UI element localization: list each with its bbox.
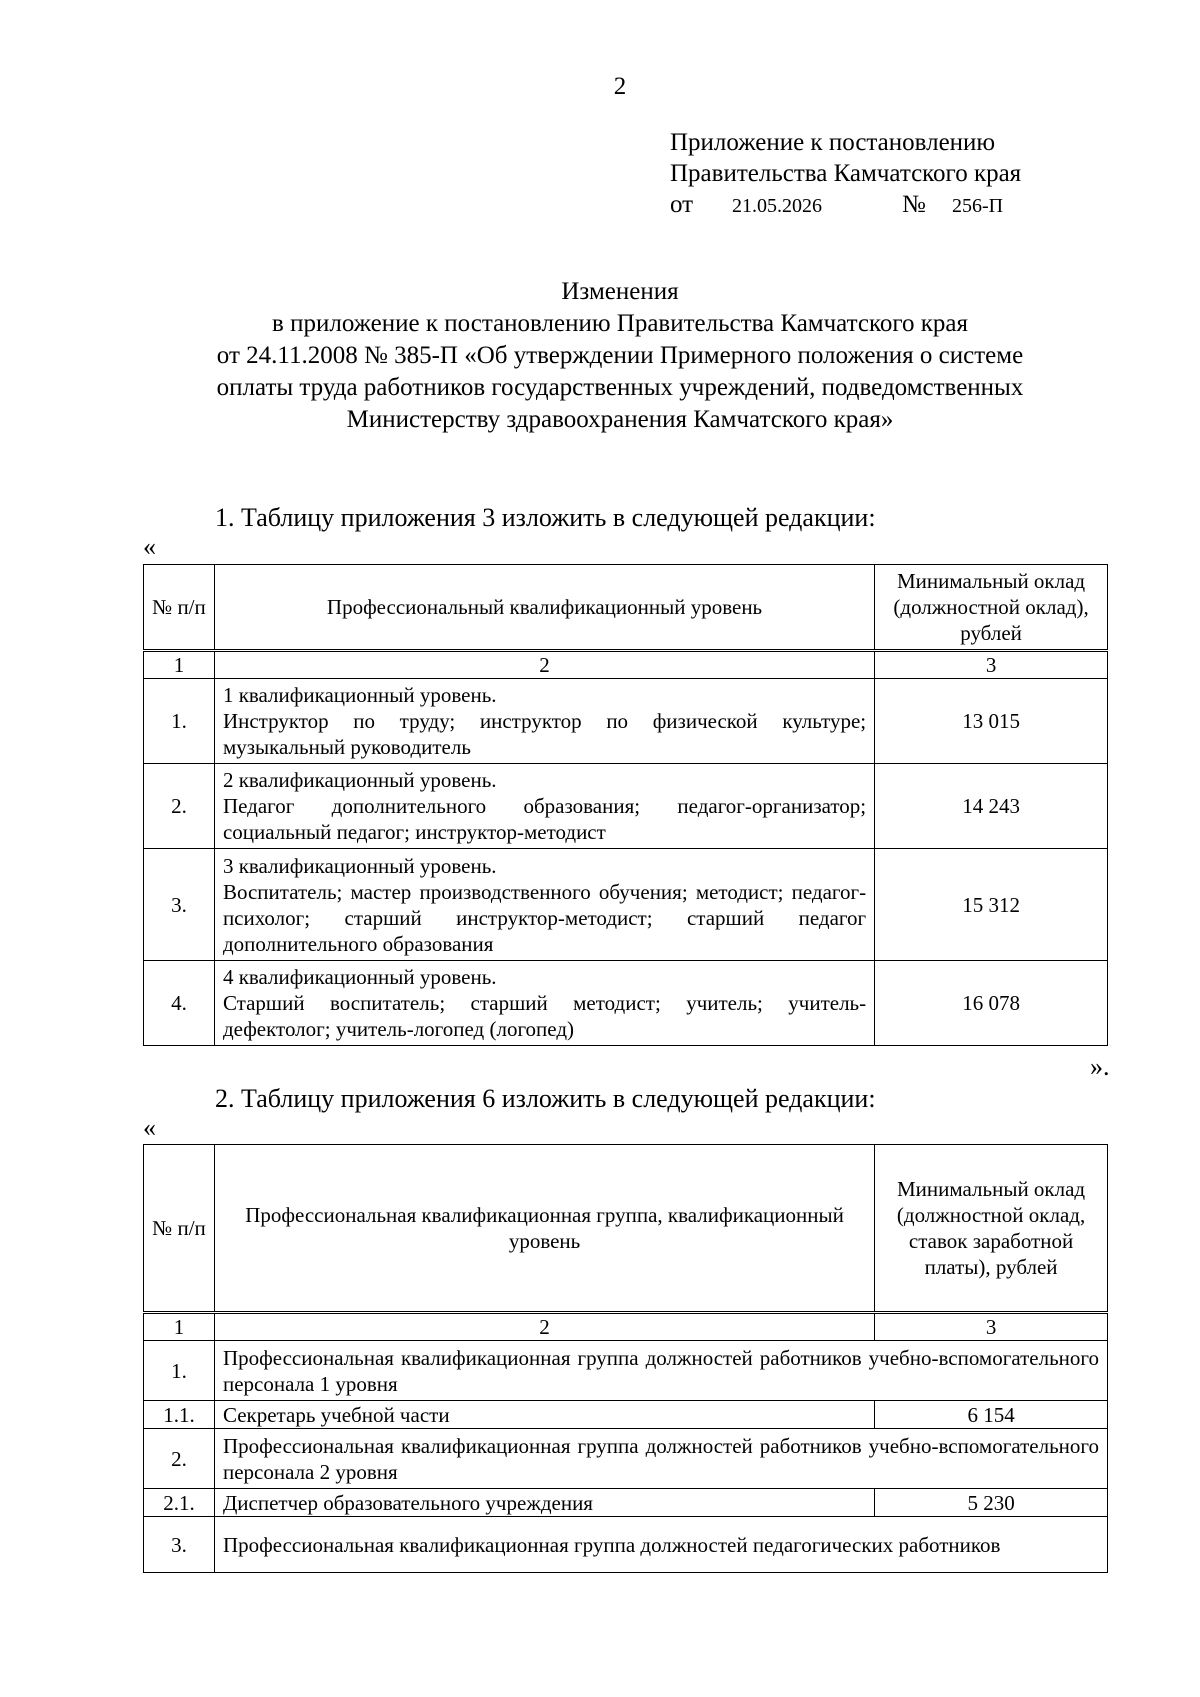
row-salary: 5 230 bbox=[875, 1489, 1108, 1517]
page-number: 2 bbox=[613, 73, 627, 100]
table-group-row bbox=[144, 1517, 1108, 1573]
row-position: Секретарь учебной части bbox=[214, 1401, 874, 1429]
row-number: 1.1. bbox=[144, 1401, 215, 1429]
row-salary: 13 015 bbox=[875, 679, 1108, 764]
open-quote-1: « bbox=[143, 532, 156, 561]
row-salary: 6 154 bbox=[875, 1401, 1108, 1429]
row-description bbox=[214, 764, 874, 849]
level-positions: Инструктор по труду; инструктор по физической культуре; музыкальный руководитель bbox=[222, 709, 867, 759]
table-row bbox=[144, 764, 1108, 849]
title-line-1: Изменения bbox=[561, 278, 679, 305]
from-label: от bbox=[670, 191, 694, 218]
group-title: Профессиональная квалификационная группа должностей работников учебно-вспомогательного персонала 2 уровня bbox=[214, 1429, 1107, 1489]
level-title: 2 квалификационный уровень. bbox=[222, 768, 497, 792]
row-number: 1. bbox=[144, 679, 215, 764]
col-number-3: 3 bbox=[875, 651, 1108, 679]
item-1-heading: 1. Таблицу приложения 3 изложить в следующей редакции: bbox=[215, 503, 876, 532]
resolution-date: 21.05.2026 bbox=[732, 195, 822, 217]
col-number-2: 2 bbox=[214, 651, 874, 679]
row-number: 3. bbox=[144, 1517, 215, 1573]
col-number-2: 2 bbox=[214, 1313, 874, 1341]
title-line-3: от 24.11.2008 № 385-П «Об утверждении Примерного положения о системе bbox=[216, 342, 1024, 369]
table-row bbox=[144, 1401, 1108, 1429]
level-positions: Воспитатель; мастер производственного обучения; методист; педагог-психолог; старший инструктор-методист; старший педагог дополнительного образования bbox=[222, 879, 867, 956]
group-title: Профессиональная квалификационная группа должностей педагогических работников bbox=[214, 1517, 1107, 1573]
table-header-row bbox=[144, 1145, 1108, 1313]
title-line-4: оплаты труда работников государственных учреждений, подведомственных bbox=[216, 374, 1024, 401]
col-number-1: 1 bbox=[144, 651, 215, 679]
row-salary: 15 312 bbox=[875, 849, 1108, 961]
header-group-level: Профессиональная квалификационная группа, квалификационный уровень bbox=[214, 1145, 874, 1313]
row-position: Диспетчер образовательного учреждения bbox=[214, 1489, 874, 1517]
number-sign: № bbox=[902, 191, 926, 218]
row-number: 2. bbox=[144, 764, 215, 849]
level-title: 1 квалификационный уровень. bbox=[222, 683, 497, 707]
row-number: 2. bbox=[144, 1429, 215, 1489]
row-number: 4. bbox=[144, 961, 215, 1046]
header-number: № п/п bbox=[144, 1145, 215, 1313]
table-appendix-6 bbox=[143, 1144, 1108, 1573]
appendix-line-1: Приложение к постановлению bbox=[670, 129, 996, 156]
header-salary: Минимальный оклад (должностной оклад), рублей bbox=[875, 565, 1108, 651]
table-group-row bbox=[144, 1429, 1108, 1489]
appendix-header bbox=[670, 127, 1021, 222]
header-number: № п/п bbox=[144, 565, 215, 651]
level-positions: Старший воспитатель; старший методист; учитель; учитель-дефектолог; учитель-логопед (логопед) bbox=[222, 991, 867, 1041]
level-positions: Педагог дополнительного образования; педагог-организатор; социальный педагог; инструктор-методист bbox=[222, 794, 867, 844]
table-row bbox=[144, 961, 1108, 1046]
document-title bbox=[120, 276, 1120, 436]
level-title: 3 квалификационный уровень. bbox=[222, 853, 497, 878]
table-row bbox=[144, 1489, 1108, 1517]
group-title: Профессиональная квалификационная группа должностей работников учебно-вспомогательного персонала 1 уровня bbox=[214, 1341, 1107, 1401]
table-appendix-3 bbox=[143, 564, 1108, 1046]
row-description bbox=[214, 679, 874, 764]
item-2-heading: 2. Таблицу приложения 6 изложить в следующей редакции: bbox=[215, 1084, 876, 1113]
row-number: 3. bbox=[144, 849, 215, 961]
resolution-number: 256-П bbox=[952, 195, 1004, 217]
table-numbering-row bbox=[144, 1313, 1108, 1341]
appendix-line-2: Правительства Камчатского края bbox=[670, 160, 1022, 187]
col-number-1: 1 bbox=[144, 1313, 215, 1341]
row-description bbox=[214, 849, 874, 961]
row-number: 2.1. bbox=[144, 1489, 215, 1517]
header-level: Профессиональный квалификационный уровень bbox=[214, 565, 874, 651]
row-salary: 16 078 bbox=[875, 961, 1108, 1046]
header-salary: Минимальный оклад (должностной оклад, ставок заработной платы), рублей bbox=[875, 1145, 1108, 1313]
row-salary: 14 243 bbox=[875, 764, 1108, 849]
table-numbering-row bbox=[144, 651, 1108, 679]
col-number-3: 3 bbox=[875, 1313, 1108, 1341]
table-row bbox=[144, 849, 1108, 961]
table-header-row bbox=[144, 565, 1108, 651]
table-row bbox=[144, 679, 1108, 764]
table-group-row bbox=[144, 1341, 1108, 1401]
open-quote-2: « bbox=[143, 1113, 156, 1142]
level-title: 4 квалификационный уровень. bbox=[222, 965, 497, 989]
row-number: 1. bbox=[144, 1341, 215, 1401]
close-quote-1: ». bbox=[1090, 1052, 1110, 1081]
row-description bbox=[214, 961, 874, 1046]
title-line-5: Министерству здравоохранения Камчатского края» bbox=[346, 406, 894, 433]
title-line-2: в приложение к постановлению Правительства Камчатского края bbox=[272, 310, 968, 337]
appendix-date-line bbox=[670, 189, 1021, 222]
